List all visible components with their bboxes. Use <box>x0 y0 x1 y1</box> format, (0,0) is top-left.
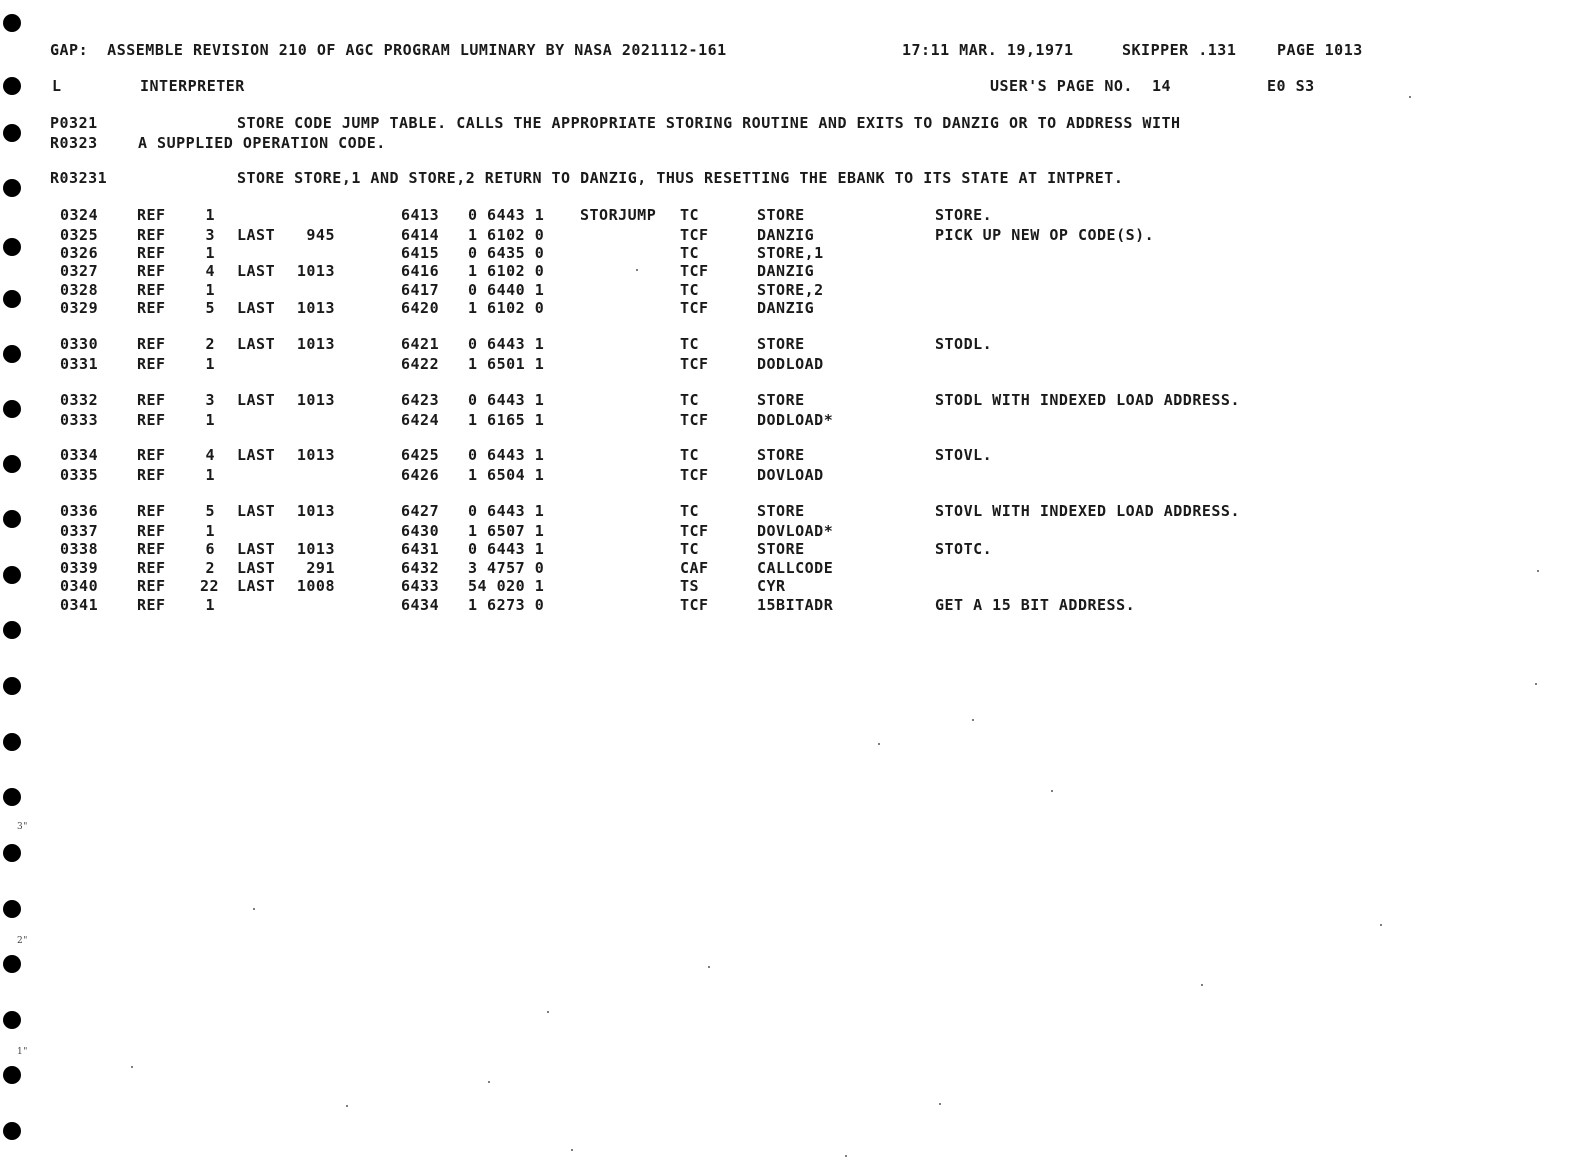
opcode: TC <box>680 206 700 224</box>
listing-row <box>0 206 1582 225</box>
comment-id: P0321 <box>50 114 98 132</box>
line-comment: PICK UP NEW OP CODE(S). <box>935 226 1155 244</box>
paper-speck <box>878 743 880 745</box>
header-section: INTERPRETER <box>140 77 245 95</box>
punch-hole <box>3 1066 21 1084</box>
last-page: 1013 <box>296 540 335 558</box>
address: 6427 <box>401 502 440 520</box>
line-number: 0326 <box>60 244 99 262</box>
listing-row <box>0 540 1582 559</box>
last-page: 291 <box>306 559 335 577</box>
ref-count: 4 <box>205 262 215 280</box>
paper-speck <box>939 1103 941 1105</box>
operand: STORE <box>757 446 805 464</box>
ref-label: REF <box>137 559 166 577</box>
listing-row <box>0 244 1582 263</box>
ref-count: 1 <box>205 206 215 224</box>
last-page: 1013 <box>296 502 335 520</box>
opcode: TC <box>680 540 700 558</box>
opcode: TCF <box>680 299 709 317</box>
address: 6433 <box>401 577 440 595</box>
line-number: 0340 <box>60 577 99 595</box>
listing-row <box>0 335 1582 354</box>
machine-code: 0 6443 1 <box>468 502 545 520</box>
paper-speck <box>1409 96 1411 98</box>
line-comment: STODL. <box>935 335 993 353</box>
ref-label: REF <box>137 446 166 464</box>
opcode: TC <box>680 281 700 299</box>
opcode: TC <box>680 502 700 520</box>
ref-count: 2 <box>205 335 215 353</box>
address: 6431 <box>401 540 440 558</box>
ref-count: 3 <box>205 391 215 409</box>
ref-count: 1 <box>205 596 215 614</box>
last-page: 1013 <box>296 335 335 353</box>
paper-speck <box>708 966 710 968</box>
last-page: 1013 <box>296 299 335 317</box>
machine-code: 3 4757 0 <box>468 559 545 577</box>
machine-code: 1 6165 1 <box>468 411 545 429</box>
punch-hole <box>3 1011 21 1029</box>
machine-code: 0 6443 1 <box>468 335 545 353</box>
comment-id: R0323 <box>50 134 98 152</box>
opcode: TCF <box>680 596 709 614</box>
address: 6413 <box>401 206 440 224</box>
operand: 15BITADR <box>757 596 834 614</box>
ref-count: 6 <box>205 540 215 558</box>
paper-speck <box>131 1066 133 1068</box>
operand: DANZIG <box>757 262 815 280</box>
ref-label: REF <box>137 502 166 520</box>
operand: STORE,1 <box>757 244 824 262</box>
last-page: 945 <box>306 226 335 244</box>
address: 6414 <box>401 226 440 244</box>
ref-label: REF <box>137 226 166 244</box>
paper-speck <box>1201 984 1203 986</box>
line-comment: STOVL WITH INDEXED LOAD ADDRESS. <box>935 502 1240 520</box>
opcode: TC <box>680 335 700 353</box>
last-label: LAST <box>237 446 276 464</box>
address: 6426 <box>401 466 440 484</box>
ref-label: REF <box>137 355 166 373</box>
ref-label: REF <box>137 244 166 262</box>
line-number: 0328 <box>60 281 99 299</box>
comment-text: STORE CODE JUMP TABLE. CALLS THE APPROPRIATE STORING ROUTINE AND EXITS TO DANZIG OR TO ADDRESS WITH <box>237 114 1181 132</box>
paper-speck <box>845 1155 847 1157</box>
paper-speck <box>1380 924 1382 926</box>
ref-count: 1 <box>205 411 215 429</box>
punch-hole <box>3 955 21 973</box>
punch-hole <box>3 77 21 95</box>
header-users-page: USER'S PAGE NO. 14 <box>990 77 1172 95</box>
ref-count: 2 <box>205 559 215 577</box>
line-number: 0329 <box>60 299 99 317</box>
opcode: TS <box>680 577 700 595</box>
paper-speck <box>1535 683 1537 685</box>
ref-count: 1 <box>205 355 215 373</box>
opcode: TCF <box>680 411 709 429</box>
address: 6425 <box>401 446 440 464</box>
listing-row <box>0 411 1582 430</box>
paper-speck <box>972 719 974 721</box>
ref-label: REF <box>137 391 166 409</box>
operand: DOVLOAD <box>757 466 824 484</box>
ref-label: REF <box>137 281 166 299</box>
operand: DANZIG <box>757 226 815 244</box>
margin-mark-3: 3" <box>17 822 28 832</box>
punch-hole <box>3 179 21 197</box>
machine-code: 0 6443 1 <box>468 540 545 558</box>
machine-code: 1 6273 0 <box>468 596 545 614</box>
line-number: 0330 <box>60 335 99 353</box>
last-label: LAST <box>237 559 276 577</box>
line-comment: STOVL. <box>935 446 993 464</box>
ref-count: 5 <box>205 502 215 520</box>
machine-code: 1 6102 0 <box>468 226 545 244</box>
listing-row <box>0 522 1582 541</box>
ref-label: REF <box>137 596 166 614</box>
machine-code: 0 6440 1 <box>468 281 545 299</box>
address: 6432 <box>401 559 440 577</box>
address: 6415 <box>401 244 440 262</box>
last-label: LAST <box>237 335 276 353</box>
opcode: TC <box>680 446 700 464</box>
symbol-label: STORJUMP <box>580 206 657 224</box>
last-label: LAST <box>237 391 276 409</box>
ref-label: REF <box>137 540 166 558</box>
ref-count: 1 <box>205 466 215 484</box>
opcode: TC <box>680 244 700 262</box>
line-comment: STOTC. <box>935 540 993 558</box>
operand: STORE <box>757 540 805 558</box>
ref-label: REF <box>137 577 166 595</box>
paper-speck <box>488 1081 490 1083</box>
listing-row <box>0 391 1582 410</box>
listing-row <box>0 446 1582 465</box>
line-number: 0331 <box>60 355 99 373</box>
comment-id: R03231 <box>50 169 108 187</box>
machine-code: 0 6443 1 <box>468 206 545 224</box>
address: 6416 <box>401 262 440 280</box>
operand: CALLCODE <box>757 559 834 577</box>
last-page: 1013 <box>296 391 335 409</box>
line-number: 0327 <box>60 262 99 280</box>
last-page: 1013 <box>296 262 335 280</box>
line-number: 0336 <box>60 502 99 520</box>
line-number: 0337 <box>60 522 99 540</box>
margin-mark-1: 1" <box>17 1047 28 1057</box>
machine-code: 1 6102 0 <box>468 299 545 317</box>
address: 6422 <box>401 355 440 373</box>
margin-mark-2: 2" <box>17 936 28 946</box>
address: 6421 <box>401 335 440 353</box>
operand: DANZIG <box>757 299 815 317</box>
opcode: TCF <box>680 466 709 484</box>
machine-code: 1 6102 0 <box>468 262 545 280</box>
last-label: LAST <box>237 502 276 520</box>
listing-row <box>0 577 1582 596</box>
paper-speck <box>346 1105 348 1107</box>
punch-hole <box>3 733 21 751</box>
header-skipper: SKIPPER .131 <box>1122 41 1237 59</box>
listing-row <box>0 466 1582 485</box>
line-comment: STODL WITH INDEXED LOAD ADDRESS. <box>935 391 1240 409</box>
listing-row <box>0 596 1582 615</box>
machine-code: 0 6435 0 <box>468 244 545 262</box>
paper-speck <box>1537 570 1539 572</box>
line-number: 0335 <box>60 466 99 484</box>
header-page-number: PAGE 1013 <box>1277 41 1363 59</box>
opcode: TCF <box>680 226 709 244</box>
last-label: LAST <box>237 577 276 595</box>
line-number: 0325 <box>60 226 99 244</box>
punch-hole <box>3 14 21 32</box>
opcode: TCF <box>680 355 709 373</box>
address: 6417 <box>401 281 440 299</box>
opcode: CAF <box>680 559 709 577</box>
last-page: 1008 <box>296 577 335 595</box>
ref-count: 3 <box>205 226 215 244</box>
paper-speck <box>571 1149 573 1151</box>
last-page: 1013 <box>296 446 335 464</box>
ref-label: REF <box>137 262 166 280</box>
operand: STORE <box>757 502 805 520</box>
last-label: LAST <box>237 262 276 280</box>
listing-row <box>0 502 1582 521</box>
line-number: 0339 <box>60 559 99 577</box>
machine-code: 0 6443 1 <box>468 391 545 409</box>
line-comment: STORE. <box>935 206 993 224</box>
listing-row <box>0 226 1582 245</box>
address: 6434 <box>401 596 440 614</box>
operand: CYR <box>757 577 786 595</box>
paper-speck <box>636 269 638 271</box>
machine-code: 0 6443 1 <box>468 446 545 464</box>
operand: DODLOAD* <box>757 411 834 429</box>
line-number: 0341 <box>60 596 99 614</box>
ref-count: 22 <box>200 577 220 595</box>
machine-code: 54 020 1 <box>468 577 545 595</box>
machine-code: 1 6507 1 <box>468 522 545 540</box>
punch-hole <box>3 844 21 862</box>
last-label: LAST <box>237 540 276 558</box>
ref-label: REF <box>137 466 166 484</box>
line-number: 0324 <box>60 206 99 224</box>
operand: DOVLOAD* <box>757 522 834 540</box>
operand: STORE <box>757 206 805 224</box>
comment-text: A SUPPLIED OPERATION CODE. <box>138 134 386 152</box>
punch-hole <box>3 677 21 695</box>
address: 6423 <box>401 391 440 409</box>
ref-label: REF <box>137 299 166 317</box>
ref-count: 4 <box>205 446 215 464</box>
operand: STORE <box>757 391 805 409</box>
listing-row <box>0 262 1582 281</box>
ref-count: 5 <box>205 299 215 317</box>
operand: STORE <box>757 335 805 353</box>
operand: DODLOAD <box>757 355 824 373</box>
paper-speck <box>253 908 255 910</box>
listing-row <box>0 355 1582 374</box>
punch-hole <box>3 621 21 639</box>
punch-hole <box>3 900 21 918</box>
machine-code: 1 6504 1 <box>468 466 545 484</box>
line-number: 0338 <box>60 540 99 558</box>
operand: STORE,2 <box>757 281 824 299</box>
ref-count: 1 <box>205 244 215 262</box>
last-label: LAST <box>237 299 276 317</box>
listing-row <box>0 559 1582 578</box>
opcode: TC <box>680 391 700 409</box>
ref-count: 1 <box>205 281 215 299</box>
ref-label: REF <box>137 206 166 224</box>
paper-speck <box>1051 790 1053 792</box>
opcode: TCF <box>680 262 709 280</box>
paper-speck <box>547 1011 549 1013</box>
address: 6424 <box>401 411 440 429</box>
ref-label: REF <box>137 411 166 429</box>
line-number: 0332 <box>60 391 99 409</box>
address: 6420 <box>401 299 440 317</box>
ref-label: REF <box>137 522 166 540</box>
ref-count: 1 <box>205 522 215 540</box>
listing-row <box>0 281 1582 300</box>
listing-row <box>0 299 1582 318</box>
line-comment: GET A 15 BIT ADDRESS. <box>935 596 1136 614</box>
punch-hole <box>3 1122 21 1140</box>
comment-text: STORE STORE,1 AND STORE,2 RETURN TO DANZIG, THUS RESETTING THE EBANK TO ITS STATE AT INTPRET. <box>237 169 1124 187</box>
line-number: 0334 <box>60 446 99 464</box>
header-code: E0 S3 <box>1267 77 1315 95</box>
punch-hole <box>3 788 21 806</box>
address: 6430 <box>401 522 440 540</box>
machine-code: 1 6501 1 <box>468 355 545 373</box>
last-label: LAST <box>237 226 276 244</box>
opcode: TCF <box>680 522 709 540</box>
ref-label: REF <box>137 335 166 353</box>
header-timestamp: 17:11 MAR. 19,1971 <box>902 41 1074 59</box>
header-title: GAP: ASSEMBLE REVISION 210 OF AGC PROGRAM LUMINARY BY NASA 2021112-161 <box>50 41 727 59</box>
header-log-letter: L <box>52 77 62 95</box>
line-number: 0333 <box>60 411 99 429</box>
punch-hole <box>3 124 21 142</box>
